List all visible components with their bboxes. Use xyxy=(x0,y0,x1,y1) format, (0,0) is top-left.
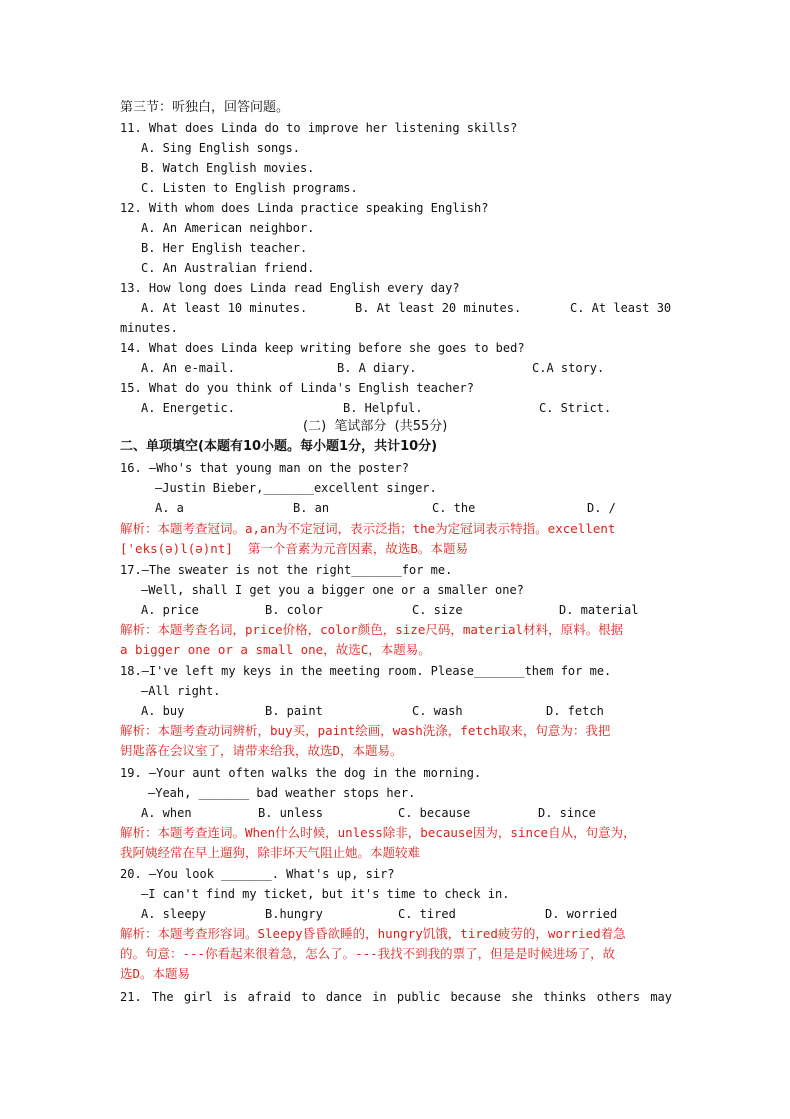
analysis-text: 解析：本题考查名词，price价格，color颜色，size尺码，material材料，原料。根据 xyxy=(120,622,624,637)
option-a: A. buy xyxy=(141,704,185,718)
question-18: 18.—I've left my keys in the meeting room. Please_______them for me. xyxy=(120,664,612,678)
q21-word: dance xyxy=(325,990,362,1004)
q21-word: because xyxy=(450,990,502,1004)
option-a: A. An e-mail. xyxy=(141,361,235,375)
question-14: 14. What does Linda keep writing before she goes to bed? xyxy=(120,341,525,355)
question-19: 19. —Your aunt often walks the dog in the morning. xyxy=(120,766,482,780)
option-c-wrap: minutes. xyxy=(120,321,178,335)
q21-word: 21. xyxy=(120,990,142,1004)
q21-word: The xyxy=(151,990,174,1004)
question-17: 17.—The sweater is not the right_______for me. xyxy=(120,563,453,577)
q21-word: afraid xyxy=(247,990,291,1004)
option-d: D. material xyxy=(559,603,639,617)
question-15: 15. What do you think of Linda's English teacher? xyxy=(120,381,475,395)
question-11: 11. What does Linda do to improve her listening skills? xyxy=(120,121,518,135)
section-heading: 第三节：听独白，回答问题。 xyxy=(120,100,290,115)
analysis-text: 解析：本题考查连词。When什么时候，unless除非，because因为，since自从，句意为， xyxy=(120,825,636,840)
q21-word: public xyxy=(396,990,441,1004)
analysis-text: 的。句意：---你看起来很着急，怎么了。---我找不到我的票了，但是是时候进场了，故 xyxy=(120,946,616,961)
analysis-text: 解析：本题考查冠词。a,an为不定冠词，表示泛指；the为定冠词表示特指。excellent xyxy=(120,521,616,536)
question-12: 12. With whom does Linda practice speaking English? xyxy=(120,201,489,215)
option-c: C. Strict. xyxy=(539,401,612,415)
option-c: C. the xyxy=(432,501,476,515)
q21-word: in xyxy=(372,990,387,1004)
question-17-response: —Well, shall I get you a bigger one or a smaller one? xyxy=(141,583,524,597)
option-c: C. wash xyxy=(412,704,463,718)
question-20-response: —I can't find my ticket, but it's time to check in. xyxy=(141,887,510,901)
option-b: B. Helpful. xyxy=(343,401,423,415)
analysis-text: 解析：本题考查形容词。Sleepy昏昏欲睡的，hungry饥饿，tired疲劳的，worried着急 xyxy=(120,926,626,941)
analysis-text: 解析：本题考查动词辨析，buy买，paint绘画，wash洗涤，fetch取来，句意为：我把 xyxy=(120,723,611,738)
option-d: D. fetch xyxy=(546,704,604,718)
question-13: 13. How long does Linda read English every day? xyxy=(120,281,460,295)
option-c: C.A story. xyxy=(532,361,605,375)
option-a: A. Energetic. xyxy=(141,401,235,415)
option-b: B. unless xyxy=(258,806,324,820)
analysis-text: ['eks(ə)l(ə)nt] 第一个音素为元音因素，故选B。本题易 xyxy=(120,541,468,556)
option-d: D. since xyxy=(538,806,596,820)
option-d: D. worried xyxy=(545,907,618,921)
part-two-title: (二) 笔试部分 (共55分) xyxy=(303,419,448,434)
option-b: B. paint xyxy=(265,704,323,718)
option-b: B. an xyxy=(293,501,330,515)
option-b: B. color xyxy=(265,603,323,617)
question-20: 20. —You look _______. What's up, sir? xyxy=(120,867,395,881)
q21-word: to xyxy=(301,990,316,1004)
option-c: C. tired xyxy=(398,907,456,921)
question-18-response: —All right. xyxy=(141,684,221,698)
q21-word: may xyxy=(650,990,672,1004)
option-a: A. Sing English songs. xyxy=(141,141,300,155)
q21-word: girl xyxy=(183,990,213,1004)
q21-word: others xyxy=(596,990,641,1004)
option-a: A. An American neighbor. xyxy=(141,221,315,235)
option-b: B. Her English teacher. xyxy=(141,241,308,255)
option-b: B. At least 20 minutes. xyxy=(355,301,522,315)
question-21 xyxy=(120,989,672,1005)
option-c: C. size xyxy=(412,603,463,617)
option-a: A. sleepy xyxy=(141,907,207,921)
analysis-text: 钥匙落在会议室了，请带来给我，故选D，本题易。 xyxy=(120,743,403,758)
q21-word: thinks xyxy=(543,990,587,1004)
option-c: C. because xyxy=(398,806,471,820)
option-a: A. At least 10 minutes. xyxy=(141,301,308,315)
option-d: D. / xyxy=(587,501,616,515)
question-16-response: —Justin Bieber,_______excellent singer. xyxy=(155,481,437,495)
option-c: C. An Australian friend. xyxy=(141,261,315,275)
section-heading: 二、单项填空(本题有10小题。每小题1分，共计10分) xyxy=(120,439,438,454)
option-c: C. At least 30 xyxy=(570,301,672,315)
option-a: A. a xyxy=(155,501,184,515)
analysis-text: 我阿姨经常在早上遛狗，除非坏天气阻止她。本题较难 xyxy=(120,845,421,860)
q21-word: is xyxy=(222,990,238,1004)
question-16: 16. —Who's that young man on the poster? xyxy=(120,461,409,475)
question-19-response: —Yeah, _______ bad weather stops her. xyxy=(148,786,416,800)
option-b: B.hungry xyxy=(265,907,323,921)
option-c: C. Listen to English programs. xyxy=(141,181,358,195)
option-a: A. price xyxy=(141,603,199,617)
option-b: B. Watch English movies. xyxy=(141,161,315,175)
analysis-text: 选D。本题易 xyxy=(120,966,191,981)
option-a: A. when xyxy=(141,806,192,820)
analysis-text: a bigger one or a small one，故选C，本题易。 xyxy=(120,642,431,657)
q21-word: she xyxy=(511,990,533,1004)
option-b: B. A diary. xyxy=(337,361,417,375)
